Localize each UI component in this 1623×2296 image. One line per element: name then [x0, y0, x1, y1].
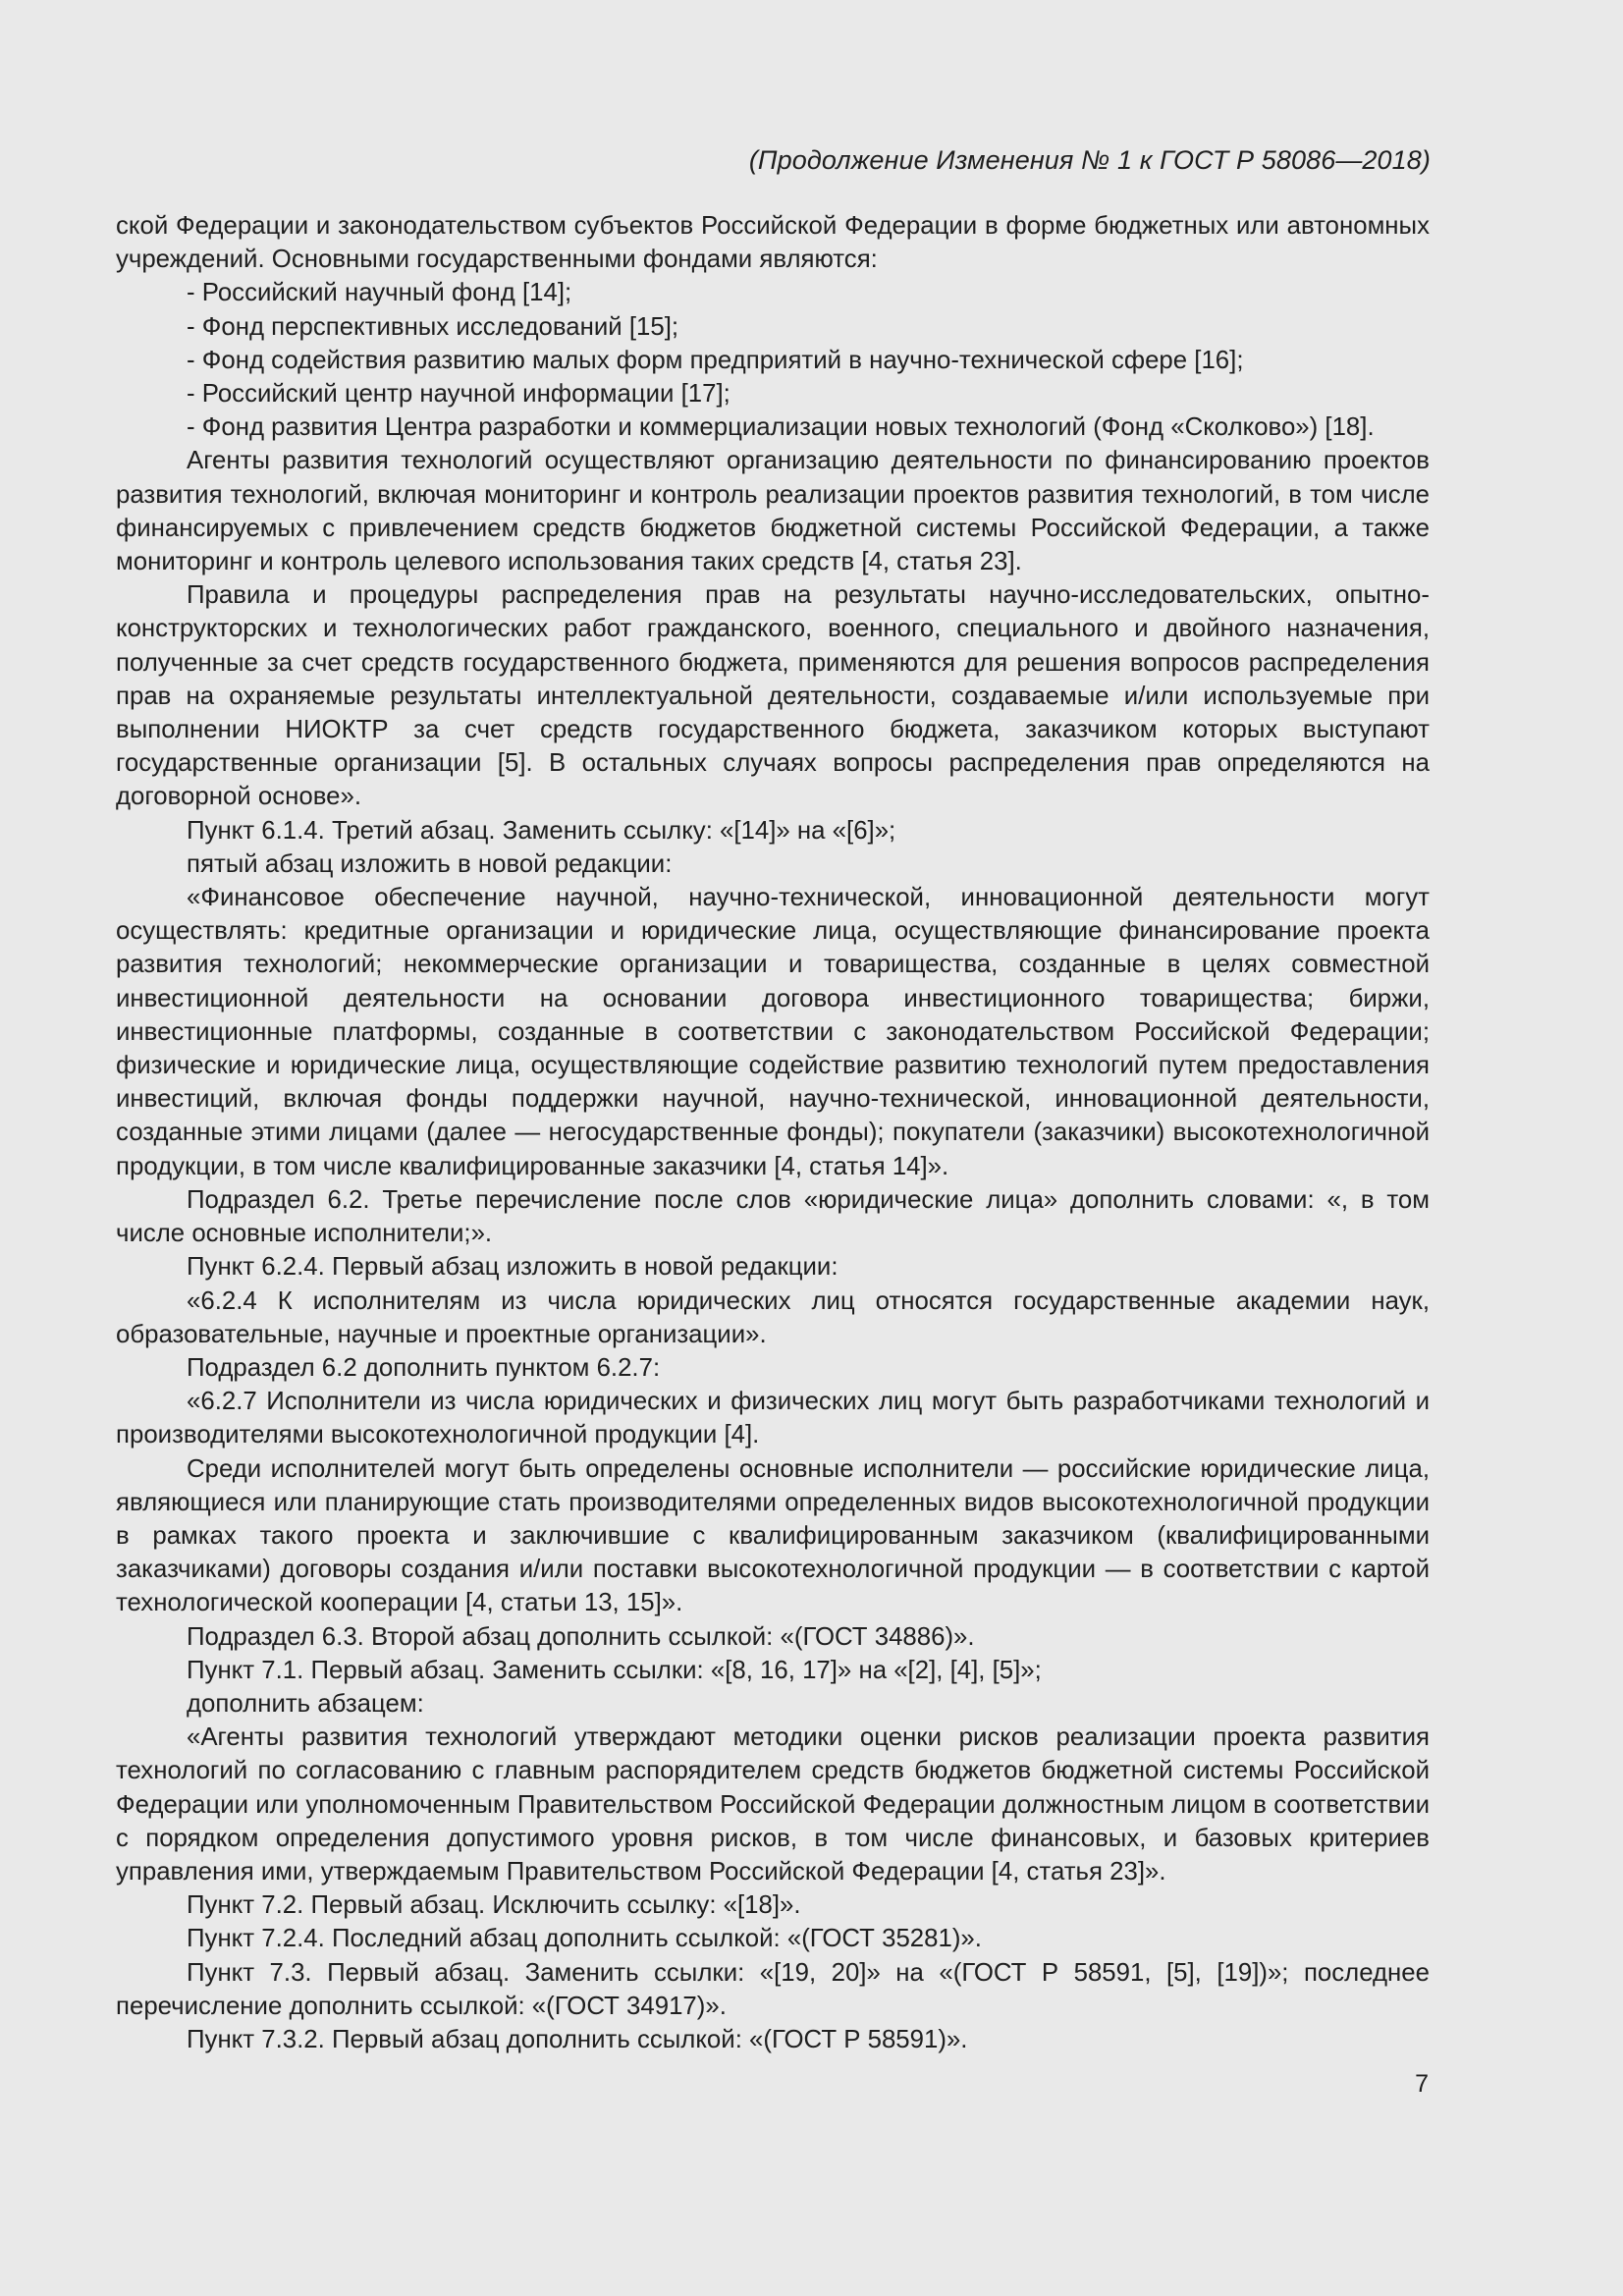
- paragraph: Пункт 6.2.4. Первый абзац изложить в новой редакции:: [187, 1253, 839, 1282]
- list-item: - Фонд содействия развитию малых форм предприятий в научно-технической сфере [16];: [187, 346, 1244, 374]
- list-item: - Фонд перспективных исследований [15];: [187, 312, 679, 341]
- paragraph: Агенты развития технологий осуществляют организацию деятельности по финансированию проектов развития технологий, включая мониторинг и контроль реализации проектов развития технологий, в том числе финансируемых с привлечением средств бюджетов бюджетной системы Российской Федерации, а также мониторинг и контроль целевого использования таких средств [4, статья 23].: [116, 447, 1430, 576]
- paragraph-continuation: ской Федерации и законодательством субъектов Российской Федерации в форме бюджетных или автономных учреждений. Основными государственными фондами являются:: [116, 212, 1430, 274]
- paragraph: Пункт 7.2.4. Последний абзац дополнить ссылкой: «(ГОСТ 35281)».: [187, 1925, 982, 1953]
- paragraph: дополнить абзацем:: [187, 1689, 424, 1718]
- document-body: [116, 209, 1430, 2056]
- paragraph: «Финансовое обеспечение научной, научно-технической, инновационной деятельности могут осуществлять: кредитные организации и юридические лица, осуществляющие финансирование проекта развития технологий; некоммерческие организации и товарищества, созданные в целях совместной инвестиционной деятельности на основании договора инвестиционного товарищества; биржи, инвестиционные платформы, созданные в соответствии с законодательством Российской Федерации; физические и юридические лица, осуществляющие содействие развитию технологий путем предоставления инвестиций, включая фонды поддержки научной, научно-технической, инновационной деятельности, созданные этими лицами (далее — негосударственные фонды); покупатели (заказчики) высокотехнологичной продукции, в том числе квалифицированные заказчики [4, статья 14]».: [116, 884, 1430, 1180]
- paragraph: «6.2.7 Исполнители из числа юридических и физических лиц могут быть разработчиками технологий и производителями высокотехнологичной продукции [4].: [116, 1388, 1430, 1449]
- list-item: - Фонд развития Центра разработки и коммерциализации новых технологий (Фонд «Сколково») [18].: [187, 413, 1375, 442]
- paragraph: Пункт 7.3.2. Первый абзац дополнить ссылкой: «(ГОСТ Р 58591)».: [187, 2025, 968, 2053]
- list-item: - Российский центр научной информации [17];: [187, 380, 730, 409]
- paragraph: Пункт 7.3. Первый абзац. Заменить ссылки: «[19, 20]» на «(ГОСТ Р 58591, [5], [19])»; последнее перечисление дополнить ссылкой: «(ГОСТ 34917)».: [116, 1958, 1430, 2020]
- paragraph: «Агенты развития технологий утверждают методики оценки рисков реализации проекта развития технологий по согласованию с главным распорядителем средств бюджетов бюджетной системы Российской Федерации или уполномоченным Правительством Российской Федерации должностным лицом в соответствии с порядком определения допустимого уровня рисков, в том числе финансовых, и базовых критериев управления ими, утверждаемым Правительством Российской Федерации [4, статья 23]».: [116, 1723, 1430, 1886]
- paragraph: Подраздел 6.3. Второй абзац дополнить ссылкой: «(ГОСТ 34886)».: [187, 1622, 975, 1651]
- paragraph: Пункт 6.1.4. Третий абзац. Заменить ссылку: «[14]» на «[6]»;: [187, 816, 896, 845]
- paragraph: Подраздел 6.2. Третье перечисление после слов «юридические лица» дополнить словами: «, в том числе основные исполнители;».: [116, 1185, 1430, 1248]
- paragraph: Пункт 7.2. Первый абзац. Исключить ссылку: «[18]».: [187, 1891, 801, 1920]
- paragraph: Правила и процедуры распределения прав на результаты научно-исследовательских, опытно-конструкторских и технологических работ гражданского, военного, специального и двойного назначения, полученные за счет средств государственного бюджета, применяются для решения вопросов распределения прав на охраняемые результаты интеллектуальной деятельности, создаваемые и/или используемые при выполнении НИОКТР за счет средств государственного бюджета, заказчиком которых выступают государственные организации [5]. В остальных случаях вопросы распределения прав определяются на договорной основе».: [116, 581, 1430, 811]
- paragraph: пятый абзац изложить в новой редакции:: [187, 849, 673, 878]
- list-item: - Российский научный фонд [14];: [187, 279, 572, 307]
- paragraph: «6.2.4 К исполнителям из числа юридических лиц относятся государственные академии наук, образовательные, научные и проектные организации».: [116, 1286, 1430, 1348]
- page-number: 7: [1415, 2070, 1429, 2098]
- paragraph: Пункт 7.1. Первый абзац. Заменить ссылки: «[8, 16, 17]» на «[2], [4], [5]»;: [187, 1656, 1042, 1684]
- paragraph: Подраздел 6.2 дополнить пунктом 6.2.7:: [187, 1353, 661, 1382]
- paragraph: Среди исполнителей могут быть определены основные исполнители — российские юридические лица, являющиеся или планирующие стать производителями определенных видов высокотехнологичной продукции в рамках такого проекта и заключившие с квалифицированным заказчиком (квалифицированными заказчиками) договоры создания и/или поставки высокотехнологичной продукции — в соответствии с картой технологической кооперации [4, статьи 13, 15]».: [116, 1454, 1430, 1617]
- running-header: (Продолжение Изменения № 1 к ГОСТ Р 58086—2018): [748, 145, 1431, 175]
